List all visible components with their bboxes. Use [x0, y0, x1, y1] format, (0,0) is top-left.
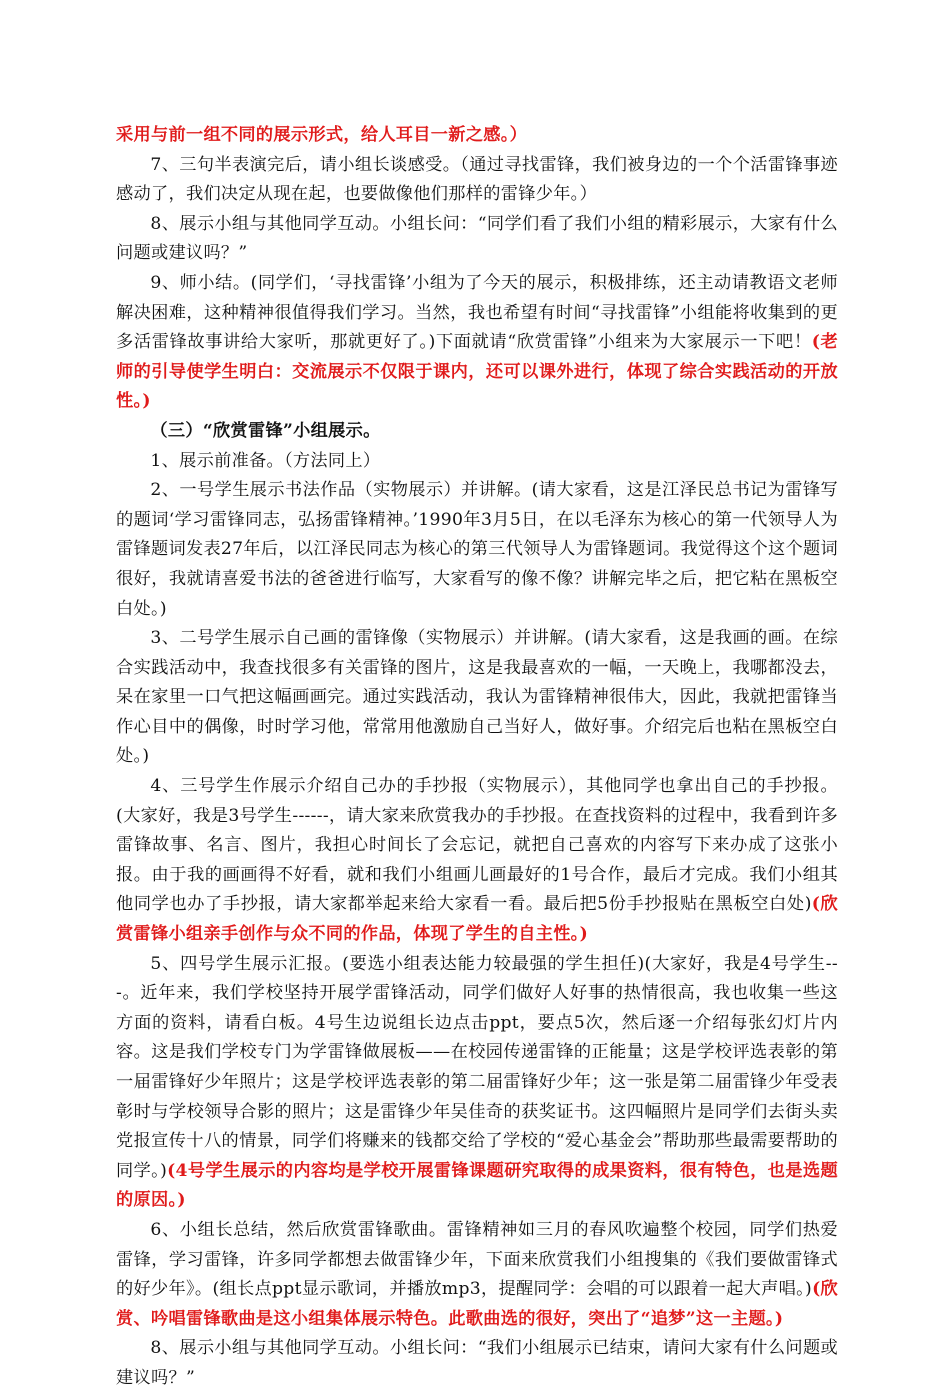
body-text: 8、展示小组与其他同学互动。小组长问：“同学们看了我们小组的精彩展示，大家有什么问题或建议吗？” [116, 213, 838, 264]
comment-text: (欣赏雷锋小组亲手创作与众不同的作品，体现了学生的自主性。) [116, 894, 838, 945]
body-text: 3、二号学生展示自己画的雷锋像（实物展示）并讲解。(请大家看，这是我画的画。在综合实践活动中，我查找很多有关雷锋的图片，这是我最喜欢的一幅，一天晚上，我哪都没去，呆在家里一口气把这幅画画完。通过实践活动，我认为雷锋精神很伟大，因此，我就把雷锋当作心目中的偶像，时时学习他，常常用他激励自己当好人，做好事。介绍完后也粘在黑板空白处。) [116, 628, 838, 767]
paragraph-student-4 [116, 950, 838, 1216]
comment-text: 采用与前一组不同的展示形式，给人耳目一新之感。） [116, 125, 528, 145]
body-text: 5、四号学生展示汇报。(要选小组表达能力较最强的学生担任)(大家好，我是4号学生---。近年来，我们学校坚持开展学雷锋活动，同学们做好人好事的热情很高，我也收集一些这方面的资料，请看白板。4号生边说组长边点击ppt，要点5次，然后逐一介绍每张幻灯片内容。这是我们学校专门为学雷锋做展板——在校园传递雷锋的正能量；这是学校评选表彰的第一届雷锋好少年照片；这是学校评选表彰的第二届雷锋好少年；这一张是第二届雷锋少年受表彰时与学校领导合影的照片；这是雷锋少年吴佳奇的获奖证书。这四幅照片是同学们去街头卖党报宣传十八的情景，同学们将赚来的钱都交给了学校的“爱心基金会”帮助那些最需要帮助的同学。) [116, 953, 838, 1181]
section-heading [116, 417, 838, 447]
paragraph-prep [116, 447, 838, 477]
paragraph-final-interaction [116, 1334, 838, 1393]
body-text: 7、三句半表演完后，请小组长谈感受。（通过寻找雷锋，我们被身边的一个个活雷锋事迹感动了，我们决定从现在起，也要做像他们那样的雷锋少年。） [116, 154, 838, 205]
paragraph-step-8-interaction [116, 210, 838, 269]
comment-text: (4号学生展示的内容均是学校开展雷锋课题研究取得的成果资料，很有特色，也是选题的原因。) [116, 1160, 838, 1211]
paragraph-step-9-summary [116, 269, 838, 417]
body-text: 6、小组长总结，然后欣赏雷锋歌曲。雷锋精神如三月的春风吹遍整个校园，同学们热爱雷锋，学习雷锋，许多同学都想去做雷锋少年，下面来欣赏我们小组搜集的《我们要做雷锋式的好少年》。(组长点ppt显示歌词，并播放mp3，提醒同学：会唱的可以跟着一起大声唱。) [116, 1219, 838, 1300]
comment-text: (老师的引导使学生明白：交流展示不仅限于课内，还可以课外进行，体现了综合实践活动的开放性。) [116, 332, 838, 412]
paragraph-student-2 [116, 624, 838, 772]
heading-text: （三）“欣赏雷锋”小组展示。 [150, 420, 381, 441]
comment-text: (欣赏、吟唱雷锋歌曲是这小组集体展示特色。此歌曲选的很好，突出了“追梦”这一主题。) [116, 1279, 839, 1329]
body-text: 1、展示前准备。（方法同上） [150, 450, 381, 471]
paragraph-student-1 [116, 476, 838, 624]
body-text: 8、展示小组与其他同学互动。小组长问：“我们小组展示已结束，请问大家有什么问题或建议吗？” [116, 1338, 838, 1388]
body-text: 4、三号学生作展示介绍自己办的手抄报（实物展示），其他同学也拿出自己的手抄报。(大家好，我是3号学生------，请大家来欣赏我办的手抄报。在查找资料的过程中，我看到许多雷锋故事、名言、图片，我担心时间长了会忘记，就把自己喜欢的内容写下来办成了这张小报。由于我的画画得不好看，就和我们小组画儿画最好的1号合作，最后才完成。我们小组其他同学也办了手抄报，请大家都举起来给大家看一看。最后把5份手抄报贴在黑板空白处) [116, 776, 838, 915]
body-text: 2、一号学生展示书法作品（实物展示）并讲解。(请大家看，这是江泽民总书记为雷锋写的题词‘学习雷锋同志，弘扬雷锋精神。’1990年3月5日，在以毛泽东为核心的第一代领导人为雷锋题词发表27年后，以江泽民同志为核心的第三代领导人为雷锋题词。我觉得这个这个题词很好，我就请喜爱书法的爸爸进行临写，大家看写的像不像？讲解完毕之后，把它粘在黑板空白处。) [116, 480, 838, 619]
document-page [116, 121, 838, 1394]
paragraph-0 [116, 121, 838, 151]
paragraph-song [116, 1216, 838, 1334]
body-text: 9、师小结。(同学们，‘寻找雷锋’小组为了今天的展示，积极排练，还主动请教语文老师解决困难，这种精神很值得我们学习。当然，我也希望有时间“寻找雷锋”小组能将收集到的更多活雷锋故事讲给大家听，那就更好了。)下面就请“欣赏雷锋”小组来为大家展示一下吧！ [116, 272, 838, 353]
paragraph-student-3 [116, 772, 838, 950]
paragraph-step-7 [116, 151, 838, 210]
